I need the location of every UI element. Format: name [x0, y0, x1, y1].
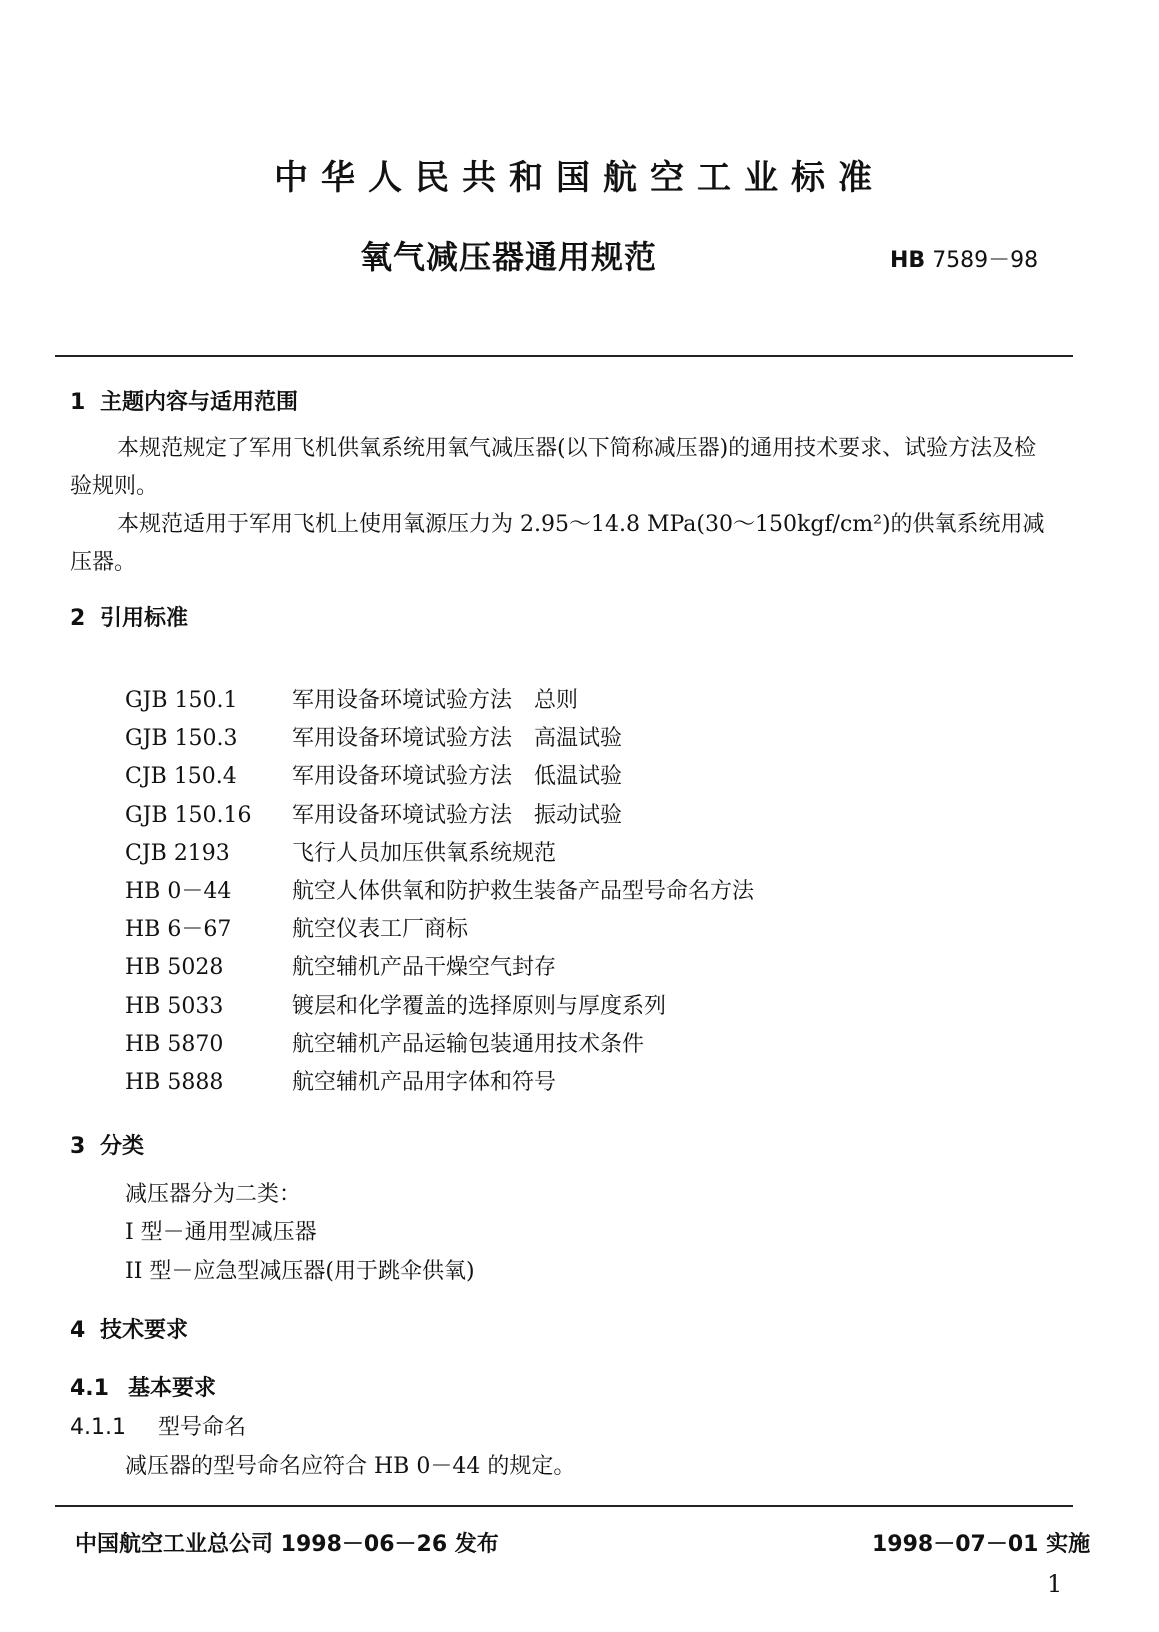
subsection-title: 型号命名: [158, 1415, 247, 1440]
classification-type-1: I 型－通用型减压器: [125, 1220, 317, 1245]
section-title: 技术要求: [100, 1318, 189, 1343]
reference-title: 航空辅机产品用字体和符号: [292, 1069, 557, 1095]
reference-row: [125, 911, 754, 949]
reference-standards-list: [125, 682, 754, 1102]
reference-row: [125, 1064, 754, 1102]
reference-title: 航空辅机产品运输包装通用技术条件: [292, 1031, 645, 1057]
section-number: 1: [70, 390, 86, 415]
reference-row: [125, 835, 754, 873]
reference-row: [125, 758, 754, 796]
reference-title: 航空辅机产品干燥空气封存: [292, 955, 557, 981]
section-3-heading: [70, 1129, 144, 1160]
organization-title: 中华人民共和国航空工业标准: [274, 158, 885, 198]
reference-title: 航空仪表工厂商标: [292, 917, 469, 943]
section-number: 4: [70, 1318, 86, 1343]
model-naming-text: 减压器的型号命名应符合 HB 0－44 的规定。: [125, 1454, 576, 1479]
reference-title: 飞行人员加压供氧系统规范: [292, 840, 557, 866]
footer-divider: [55, 1505, 1073, 1507]
reference-title: 军用设备环境试验方法 振动试验: [292, 802, 623, 828]
reference-code: HB 5870: [125, 1031, 224, 1057]
section-1-heading: [70, 385, 298, 416]
subsection-number: 4.1: [70, 1376, 109, 1401]
section-4-heading: [70, 1313, 188, 1344]
reference-code: GJB 150.16: [125, 802, 252, 828]
reference-row: [125, 1026, 754, 1064]
reference-code: HB 6－67: [125, 917, 232, 943]
subsection-title: 基本要求: [128, 1376, 217, 1401]
reference-code: GJB 150.1: [125, 688, 238, 713]
section-title: 引用标准: [100, 606, 189, 631]
reference-title: 镀层和化学覆盖的选择原则与厚度系列: [292, 993, 667, 1019]
document-title: 氧气减压器通用规范: [360, 238, 658, 276]
subsection-number: 4.1.1: [70, 1415, 126, 1440]
issuer-statement: 中国航空工业总公司 1998－06－26 发布: [75, 1532, 499, 1557]
reference-code: CJB 150.4: [125, 764, 237, 790]
section-2-heading: [70, 601, 188, 632]
subsection-4-1-heading: [70, 1371, 216, 1402]
reference-title: 军用设备环境试验方法 低温试验: [292, 764, 623, 790]
section-number: 3: [70, 1134, 86, 1159]
section-1-paragraph-1: 本规范规定了军用飞机供氧系统用氧气减压器(以下简称减压器)的通用技术要求、试验方法及检验规则。: [70, 436, 1037, 499]
reference-code: HB 5888: [125, 1069, 224, 1095]
header-divider: [55, 355, 1073, 357]
reference-code: HB 5028: [125, 955, 224, 981]
section-1-paragraph-2: 本规范适用于军用飞机上使用氧源压力为 2.95～14.8 MPa(30～150kgf/cm²)的供氧系统用减压器。: [70, 512, 1045, 575]
reference-title: 军用设备环境试验方法 总则: [292, 688, 579, 713]
section-title: 分类: [100, 1134, 145, 1159]
reference-row: [125, 720, 754, 758]
section-title: 主题内容与适用范围: [100, 390, 299, 415]
reference-row: [125, 949, 754, 987]
standard-number: 7589－98: [932, 248, 1039, 273]
reference-code: CJB 2193: [125, 840, 230, 866]
reference-title: 军用设备环境试验方法 高温试验: [292, 726, 623, 752]
standard-prefix: HB: [890, 248, 926, 273]
subsection-4-1-1-heading: [70, 1410, 246, 1441]
reference-code: HB 5033: [125, 993, 224, 1019]
reference-row: [125, 873, 754, 911]
classification-type-2: II 型－应急型减压器(用于跳伞供氧): [125, 1259, 475, 1284]
reference-row: [125, 682, 754, 720]
reference-code: HB 0－44: [125, 878, 232, 904]
effective-date: 1998－07－01 实施: [872, 1532, 1091, 1557]
section-number: 2: [70, 606, 86, 631]
classification-intro: 减压器分为二类：: [125, 1182, 302, 1207]
reference-row: [125, 988, 754, 1026]
reference-row: [125, 797, 754, 835]
reference-code: GJB 150.3: [125, 726, 238, 752]
reference-title: 航空人体供氧和防护救生装备产品型号命名方法: [292, 878, 755, 904]
page-number: 1: [1047, 1570, 1063, 1598]
standard-code: [890, 243, 1038, 274]
